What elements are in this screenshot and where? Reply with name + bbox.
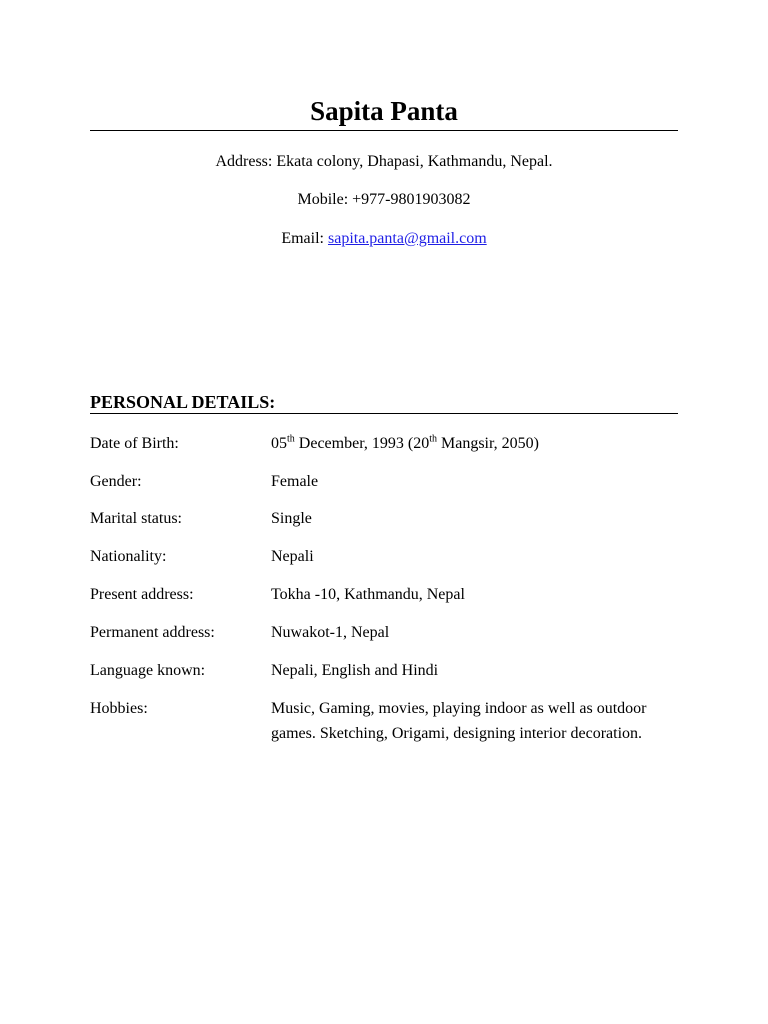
- dob-nepali-suffix: th: [429, 433, 437, 445]
- detail-value: Nepali: [271, 548, 314, 565]
- detail-label: Nationality:: [90, 548, 167, 565]
- dob-day-suffix: th: [287, 433, 295, 445]
- detail-value: Nuwakot-1, Nepal: [271, 624, 390, 641]
- dob-day: 05: [271, 435, 287, 452]
- email-line: [0, 229, 768, 249]
- detail-label: Gender:: [90, 473, 142, 490]
- personal-details-heading: PERSONAL DETAILS:: [90, 392, 276, 412]
- detail-label: Marital status:: [90, 510, 182, 527]
- detail-value: Nepali, English and Hindi: [271, 662, 439, 679]
- dob-middle: December, 1993 (20: [294, 435, 430, 452]
- dob-end: Mangsir, 2050): [436, 435, 539, 452]
- email-label: Email:: [281, 230, 328, 247]
- mobile-line: Mobile: +977-9801903082: [297, 191, 471, 208]
- header-divider: [90, 130, 678, 131]
- detail-value: Single: [271, 510, 312, 527]
- detail-label: Hobbies:: [90, 700, 148, 717]
- detail-label: Language known:: [90, 662, 206, 679]
- candidate-name: Sapita Panta: [310, 96, 458, 126]
- detail-label: Permanent address:: [90, 624, 215, 641]
- detail-value: Tokha -10, Kathmandu, Nepal: [271, 586, 465, 603]
- detail-value: [271, 431, 666, 456]
- address-line: Address: Ekata colony, Dhapasi, Kathmandu, Nepal.: [215, 153, 553, 170]
- detail-value: Music, Gaming, movies, playing indoor as well as outdoor games. Sketching, Origami, designing interior decoration.: [271, 700, 647, 742]
- email-link[interactable]: sapita.panta@gmail.com: [327, 230, 487, 247]
- detail-value: Female: [271, 473, 319, 490]
- detail-label: Date of Birth:: [90, 435, 179, 452]
- section-divider: [90, 413, 678, 414]
- detail-label: Present address:: [90, 586, 194, 603]
